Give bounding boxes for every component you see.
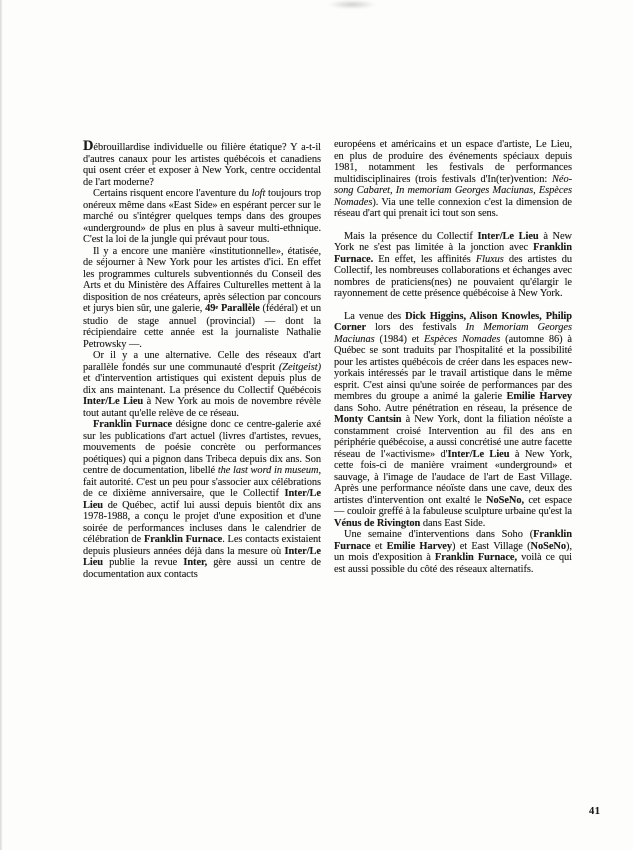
text-run: Franklin Furnace.: [334, 242, 572, 265]
text-run: lors des festivals: [366, 322, 466, 333]
text-run: La venue des: [344, 310, 406, 322]
text-run: (automne 86) à Québec se sont traduits par l'hospitalité et la possibilité pour les artistes québécois de créer dans les espaces new-yorkais intéressés par le travail artistique dans le même esprit. C'est ainsi qu'une soirée de performances par des membres du groupe a animé la galerie: [334, 333, 572, 402]
paragraph: [334, 231, 572, 300]
text-run: européens et américains et un espace d'artiste, Le Lieu, en plus de produire des événements spéciaux depuis 1981, notamment les festivals de performances multidisciplinaires (trois festivals d'In(ter)vention:: [334, 139, 572, 185]
text-run: Franklin Furnace: [334, 529, 572, 552]
article-column-left: [83, 139, 321, 580]
paragraph: [83, 350, 321, 419]
paragraph: [334, 311, 572, 530]
paragraph: [334, 139, 572, 220]
text-run: the last word in museum: [217, 465, 319, 476]
text-run: à New York au mois de novembre révèle tout autant qu'elle relève de ce réseau.: [83, 396, 321, 419]
text-run: loft: [251, 188, 266, 199]
text-run: et d'intervention artistiques qui existent depuis plus de dix ans maintenant. La présence du Collectif Québécois: [83, 373, 321, 396]
text-run: ). Via une telle connexion c'est la dimension de réseau d'art qui prenait ici tout son sens.: [334, 196, 572, 219]
text-run: voilà ce qui est aussi possible du côté des réseaux alternatifs.: [334, 552, 573, 575]
text-run: NoSeNo,: [486, 494, 525, 506]
text-run: Inter,: [183, 557, 208, 568]
text-run: (Zeitgeist): [278, 361, 321, 373]
text-run: Emilie Harvey: [506, 391, 572, 402]
text-run: ) et East Village (: [452, 540, 531, 552]
scan-smudge-artifact: [328, 0, 376, 9]
paragraph: [83, 188, 321, 246]
text-run: Parallèle: [218, 303, 260, 314]
text-run: et: [370, 540, 387, 552]
text-run: de Québec, actif lui aussi depuis bientôt dix ans 1978-1988, a conçu le projet d'une exposition et d'une soirée de performances incluses dans le calendrier de célébration de: [83, 499, 321, 545]
text-run: à New York, cette fois-ci de manière vraiment «underground» et sauvage, à l'image de l'audace de l'art de East Village. Après une performance néoïste dans une cave, deux des artistes d'intervention ont exalté le: [334, 448, 573, 506]
text-run: Or il y a une alternative. Celle des réseaux d'art parallèle fondés sur une communauté d'esprit: [83, 350, 321, 373]
text-run: . Les contacts existaient depuis plusieurs années déjà dans la mesure où: [83, 534, 321, 557]
drop-cap-initial: D: [83, 138, 94, 154]
text-run: gère aussi un centre de documentation aux contacts: [83, 557, 321, 580]
paragraph: [334, 529, 572, 575]
paragraph: [83, 246, 321, 351]
text-run: Mais la présence du Collectif: [344, 230, 478, 242]
scan-edge-artifact: [0, 0, 3, 850]
text-run: Inter/Le Lieu: [83, 488, 321, 511]
text-run: (1984) et: [374, 333, 424, 345]
text-run: e: [215, 303, 219, 311]
text-run: Inter/Le Lieu: [83, 545, 321, 568]
text-run: cet espace — couloir greffé à la fabuleuse sculpture urbaine qu'est la: [334, 494, 572, 517]
text-run: (fédéral) et un studio de stage annuel (provincial) — dont la récipiendaire cette année est la journaliste Nathalie Petrowsky —.: [83, 303, 321, 350]
text-run: toujours trop onéreux même dans «East Side» en espérant percer sur le marché ou s'intégrer quelques temps dans des groupes «underground» de plus en plus à saveur multi-ethnique. C'est la loi de la jungle qui prévaut pour tous.: [83, 188, 321, 245]
text-run: Monty Cantsin: [334, 414, 402, 425]
text-run: Espèces Nomades: [423, 333, 501, 345]
article-column-right: [334, 139, 572, 580]
text-run: Dick Higgins, Alison Knowles, Philip Corner: [334, 310, 572, 333]
text-run: Certains risquent encore l'aventure du: [93, 188, 252, 199]
text-run: Il y a encore une manière «institutionnelle», étatisée, de séjourner à New York pour les artistes d'ici. En effet les programmes culturels subventionnés du Conseil des Arts et du Ministère des Affaires Culturelles mettent à la disposition de nos créateurs, après sélection par concours et jurys bien sûr, une galerie,: [83, 245, 321, 314]
article-body: [83, 139, 572, 580]
text-run: dans Soho. Autre pénétration en réseau, la présence de: [334, 402, 572, 414]
text-run: Franklin Furnace: [93, 419, 173, 430]
text-run: Néo-song Cabaret, In memoriam Georges Maciunas, Espèces Nomades: [334, 173, 572, 208]
text-run: Une semaine d'interventions dans Soho (: [344, 529, 534, 540]
text-run: à New York ne s'est pas limitée à la jonction avec: [334, 230, 573, 253]
text-run: In Memoriam Georges Maciunas: [334, 322, 572, 345]
text-run: Franklin Furnace: [143, 534, 223, 545]
text-run: ), un mois d'exposition à: [334, 540, 572, 563]
text-run: des artistes du Collectif, les nombreuses collaborations et échanges avec nombres de praticiens(nes) ne pouvaient qu'élargir le rayonnement de cette présence québécoise à New York.: [334, 253, 572, 299]
text-run: Emilie Harvey: [386, 540, 453, 552]
text-run: ébrouillardise individuelle ou filière étatique? Y a-t-il d'autres canaux pour les artistes québécois et canadiens qui osent créer et exposer à New York, centre occidental de l'art moderne?: [83, 142, 321, 188]
text-run: désigne donc ce centre-galerie axé sur les publications d'art actuel (livres d'artistes, revues, mouvements de poésie concrète ou performances poétiques) qui a pignon dans Tribeca depuis dix ans. Son centre de documentation, libellé: [83, 419, 321, 476]
text-run: publie la revue: [103, 557, 184, 568]
page-number: 41: [589, 806, 601, 817]
text-run: 49: [205, 303, 216, 314]
text-run: à New York, dont la filiation néoïste a constamment croisé Intervention au fil des ans en périphérie québécoise, a aussi concrétisé une autre facette réseau de l'«activisme» d': [334, 414, 572, 460]
text-run: NoSeNo: [530, 540, 567, 552]
text-run: Vénus de Rivington: [334, 517, 421, 529]
paragraph: [83, 419, 321, 580]
text-run: Inter/Le Lieu: [447, 448, 510, 460]
text-run: , fait autorité. C'est un peu pour s'associer aux célébrations de ce dixième anniversaire, que le Collectif: [83, 465, 321, 499]
text-run: Inter/Le Lieu: [477, 230, 539, 242]
text-run: dans East Side.: [420, 517, 486, 529]
text-run: Fluxus: [475, 253, 504, 265]
paragraph: [83, 139, 321, 188]
text-run: En effet, les affinités: [373, 253, 476, 265]
text-run: Franklin Furnace,: [434, 552, 517, 563]
text-run: Inter/Le Lieu: [83, 396, 144, 407]
